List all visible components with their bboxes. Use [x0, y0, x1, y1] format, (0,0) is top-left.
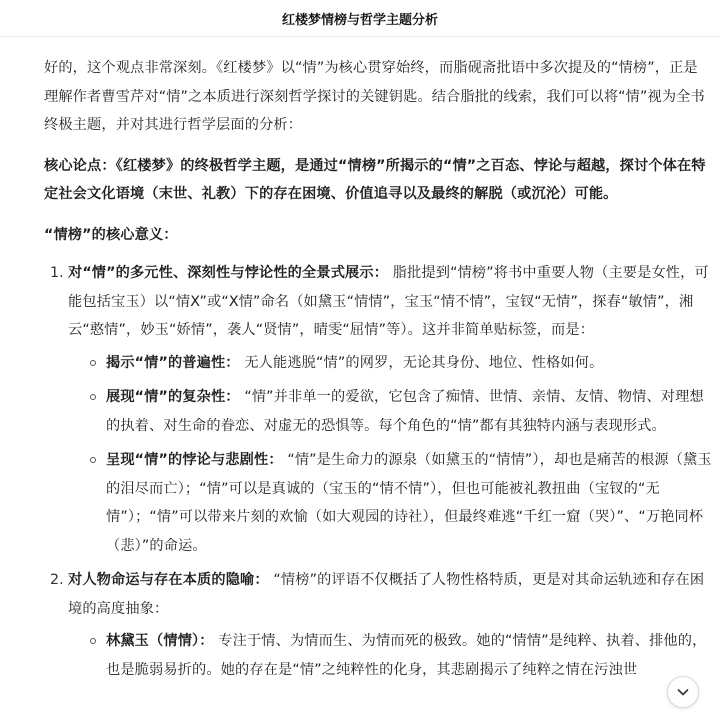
list-item-2 — [44, 566, 712, 684]
core-point-text: 《红楼梦》的终极哲学主题，是通过“情榜”所揭示的“情”之百态、悖论与超越，探讨个体在特定社会文化语境（末世、礼教）下的存在困境、价值追寻以及最终的解脱（或沉沦）可能。 — [44, 157, 706, 202]
section-heading: “情榜”的核心意义： — [44, 226, 178, 243]
chevron-down-icon — [676, 685, 690, 699]
list-item-text: “情榜”的评语不仅概括了人物性格特质，更是对其命运轨迹和存在困境的高度抽象： — [68, 572, 705, 617]
list-item-1 — [44, 259, 712, 560]
response-content — [44, 54, 712, 690]
list-number: 2. — [50, 572, 64, 588]
scroll-to-bottom-button[interactable] — [667, 676, 699, 708]
page-title: 红楼梦情榜与哲学主题分析 — [281, 12, 438, 28]
sub-item-text: “情”并非单一的爱欲，它包含了痴情、世情、亲情、友情、物情、对理想的执着、对生命的眷恋、对虚无的恐惧等。每个角色的“情”都有其独特内涵与表现形式。 — [106, 389, 704, 434]
intro-paragraph: 好的，这个观点非常深刻。《红楼梦》以“情”为核心贯穿始终，而脂砚斋批语中多次提及的“情榜”，正是理解作者曹雪芹对“情”之本质进行深刻哲学探讨的关键钥匙。结合脂批的线索，我们可以将“情”视为全书终极主题，并对其进行哲学层面的分析： — [44, 60, 705, 133]
bullet-icon — [90, 638, 96, 644]
bullet-icon — [90, 360, 96, 366]
core-point — [44, 152, 712, 209]
bottom-fade — [0, 690, 720, 720]
sub-item — [68, 627, 712, 684]
sub-item — [68, 446, 712, 560]
sub-item-text: “情”是生命力的源泉（如黛玉的“情情”），却也是痛苦的根源（黛玉的泪尽而亡）；“情”可以是真诚的（宝玉的“情不情”），但也可能被礼教扭曲（宝钗的“无情”）；“情”可以带来片刻的欢愉（如大观园的诗社），但最终难逃“千红一窟（哭）”、“万艳同杯（悲）”的命运。 — [106, 452, 712, 554]
sub-item — [68, 383, 712, 440]
sub-item-text: 专注于情、为情而生、为情而死的极致。她的“情情”是纯粹、执着、排他的，也是脆弱易折的。她的存在是“情”之纯粹性的化身，其悲剧揭示了纯粹之情在污浊世 — [106, 633, 707, 678]
bullet-icon — [90, 394, 96, 400]
top-bar — [0, 0, 720, 37]
sub-item-title: 呈现“情”的悖论与悲剧性： — [106, 452, 283, 468]
list-item-title: 对“情”的多元性、深刻性与悖论性的全景式展示： — [68, 265, 389, 281]
bullet-icon — [90, 457, 96, 463]
sub-item-title: 展现“情”的复杂性： — [106, 389, 240, 405]
sub-item-title: 林黛玉（情情）： — [106, 633, 214, 649]
core-point-label: 核心论点： — [44, 157, 116, 174]
sub-item-title: 揭示“情”的普遍性： — [106, 354, 240, 371]
list-item-text: 脂批提到“情榜”将书中重要人物（主要是女性，可能包括宝玉）以“情X”或“X情”命名（如黛玉“情情”，宝玉“情不情”，宝钗“无情”，探春“敏情”，湘云“憨情”，妙玉“娇情”，袭人“贤情”，晴雯“屈情”等）。这并非简单贴标签，而是： — [68, 265, 709, 338]
list-number: 1. — [50, 265, 64, 281]
sub-item — [68, 349, 712, 378]
list-item-title: 对人物命运与存在本质的隐喻： — [68, 572, 269, 588]
sub-item-text: 无人能逃脱“情”的网罗，无论其身份、地位、性格如何。 — [244, 354, 604, 371]
